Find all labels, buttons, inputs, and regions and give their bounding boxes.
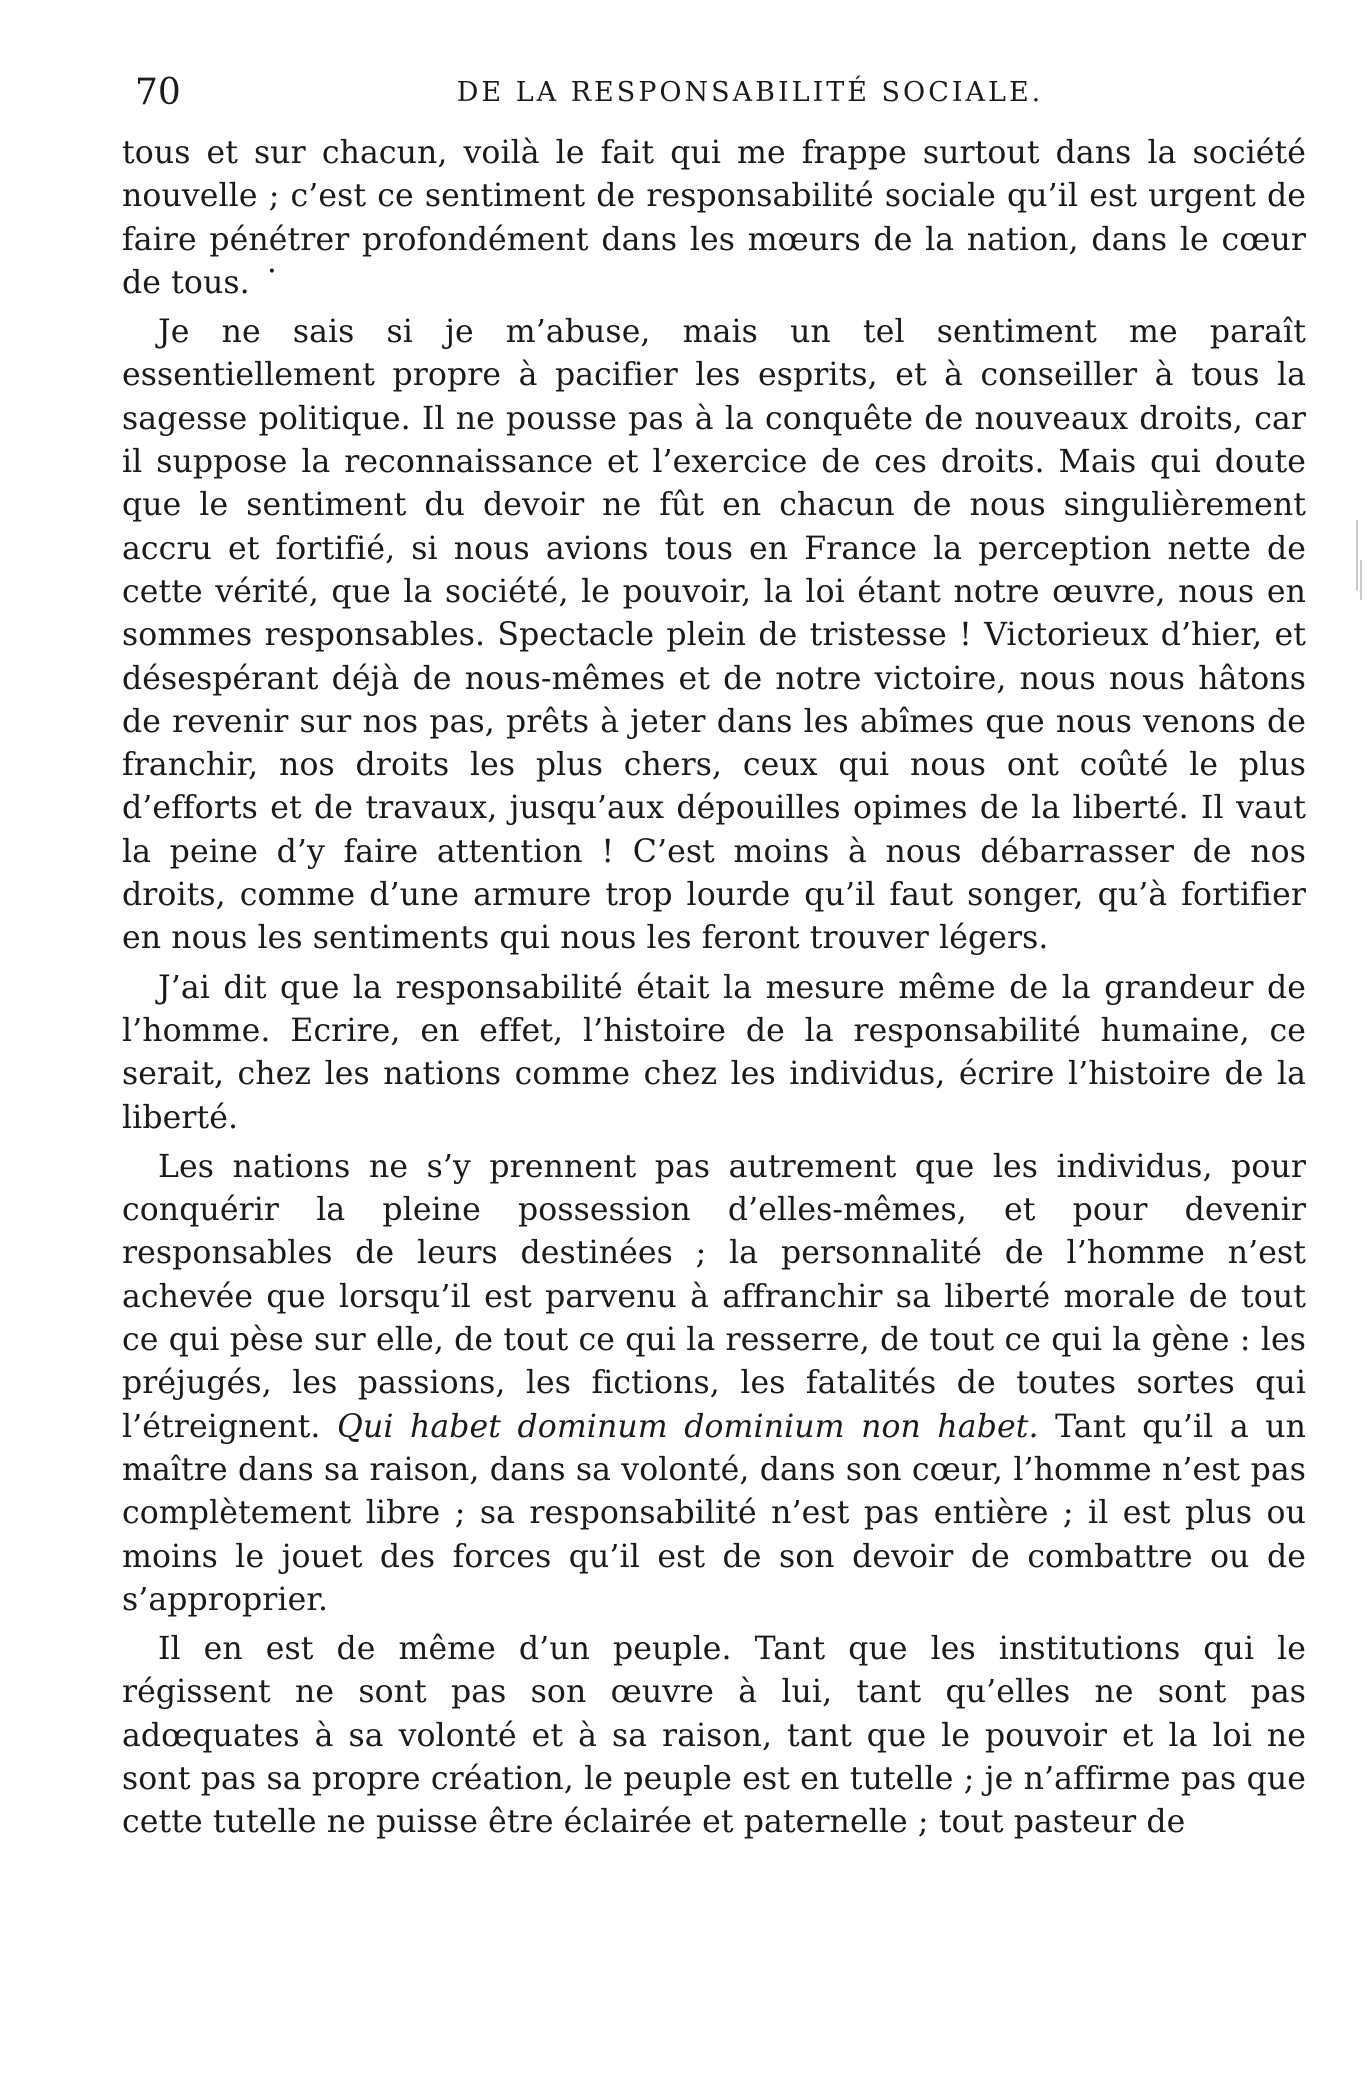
paragraph-3: J’ai dit que la responsabilité était la mesure même de la grandeur de l’homme. Ecrire, en effet, l’histoire de la responsabilité humaine, ce serait, chez les nations comme chez les individus, écrire l’histoire de la liberté. <box>122 969 1306 1136</box>
paragraph-1-text: tous et sur chacun, voilà le fait qui me frappe surtout dans la société nouvelle ; c’est ce sentiment de responsabilité sociale qu’il est urgent de faire pénétrer profondément dans les mœurs de la nation, dans le cœur de tous. <box>122 135 1306 301</box>
stray-dot-mark: • <box>267 263 277 280</box>
page-number: 70 <box>135 72 181 113</box>
page-header <box>135 68 1305 118</box>
paragraph-4 <box>122 1146 1306 1622</box>
paragraph-4-text-before: Les nations ne s’y prennent pas autrement que les individus, pour conquérir la pleine possession d’elles-mêmes, et pour devenir responsables de leurs destinées ; la personnalité de l’homme n’est achevée que lorsqu’il est parvenu à affranchir sa liberté morale de tout ce qui pèse sur elle, de tout ce qui la resserre, de tout ce qui la gène : les préjugés, les passions, les fictions, les fatalités de toutes sortes qui l’étreignent. <box>122 1148 1306 1445</box>
paragraph-4-text-after: Tant qu’il a un maître dans sa raison, dans sa volonté, dans son cœur, l’homme n’est pas complètement libre ; sa responsabilité n’est pas entière ; il est plus ou moins le jouet des forces qu’il est de son devoir de combattre ou de s’approprier. <box>122 1408 1306 1618</box>
scan-edge-mark <box>1356 520 1358 590</box>
paragraph-1 <box>122 132 1306 305</box>
latin-quote: Qui habet dominum dominium non habet. <box>337 1408 1039 1445</box>
paragraph-5: Il en est de même d’un peuple. Tant que les institutions qui le régissent ne sont pas son œuvre à lui, tant qu’elles ne sont pas adœquates à sa volonté et à sa raison, tant que le pouvoir et la loi ne sont pas sa propre création, le peuple est en tutelle ; je n’affirme pas que cette tutelle ne puisse être éclairée et paternelle ; tout pasteur de <box>122 1631 1306 1841</box>
paragraph-2: Je ne sais si je m’abuse, mais un tel sentiment me paraît essentiellement propre à pacifier les esprits, et à conseiller à tous la sagesse politique. Il ne pousse pas à la conquête de nouveaux droits, car il suppose la reconnaissance et l’exercice de ces droits. Mais qui doute que le sentiment du devoir ne fût en chacun de nous singulièrement accru et fortifié, si nous avions tous en France la perception nette de cette vérité, que la société, le pouvoir, la loi étant notre œuvre, nous en sommes responsables. Spectacle plein de tristesse ! Victorieux d’hier, et désespérant déjà de nous-mêmes et de notre victoire, nous nous hâtons de revenir sur nos pas, prêts à jeter dans les abîmes que nous venons de franchir, nos droits les plus chers, ceux qui nous ont coûté le plus d’efforts et de travaux, jusqu’aux dépouilles opimes de la liberté. Il vaut la peine d’y faire attention ! C’est moins à nous débarrasser de nos droits, comme d’une armure trop lourde qu’il faut songer, qu’à fortifier en nous les sentiments qui nous les feront trouver légers. <box>122 314 1306 957</box>
body-text <box>122 132 1306 1851</box>
running-title: DE LA RESPONSABILITÉ SOCIALE. <box>456 77 1044 108</box>
scan-edge-mark <box>1360 560 1362 600</box>
